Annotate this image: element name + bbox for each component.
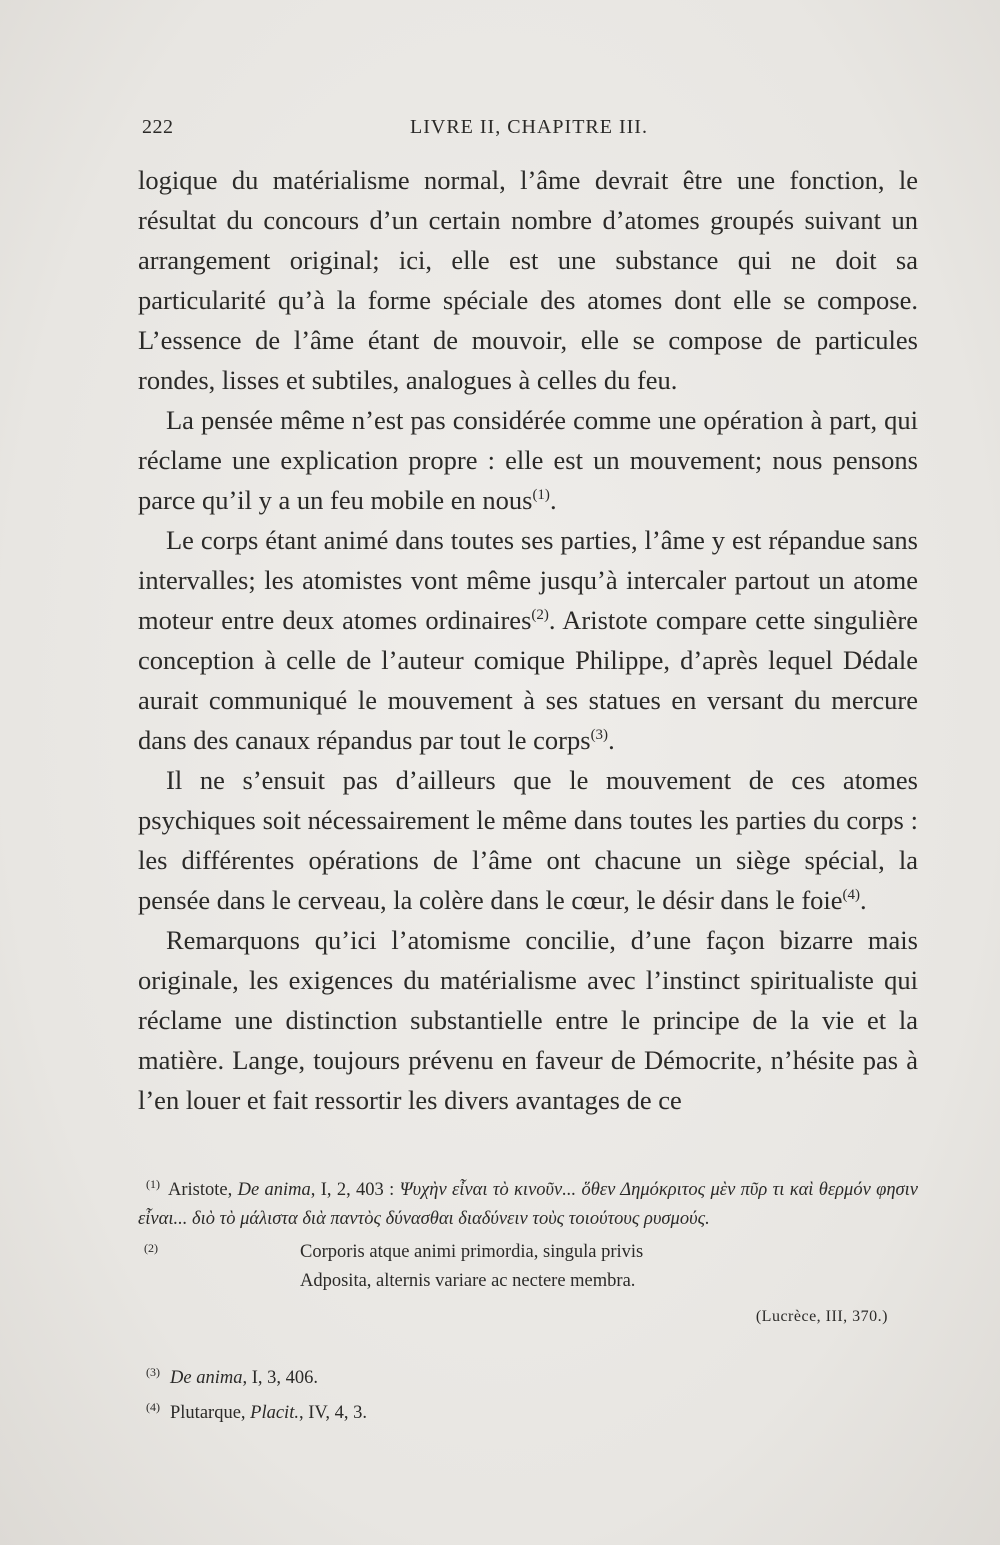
verse-source: (Lucrèce, III, 370.)	[755, 1308, 888, 1325]
footnote-ref[interactable]: (4)	[842, 887, 861, 903]
paragraph: Remarquons qu’ici l’atomisme concilie, d’une façon bizarre mais originale, les exigences du matérialisme avec l’instinct spiritualiste qui réclame une distinction substantielle entre le principe de la vie et la matière. Lange, toujours prévenu en faveur de Démocrite, n’hésite pas à l’en louer et fait ressortir les divers avantages de ce	[138, 925, 918, 1115]
footnote-1: $^{(1)}$ Aristote, De anima, I, 2, 403 : Ψυχὴν εἶναι τὸ κινοῦν... ὅθεν Δημόκριτος μὲν πῦρ τι καὶ θερμόν φησιν εἶναι... διὸ τὸ μάλιστα διὰ παντὸς δύνασθαι διαδύνειν τοὺς τοιούτους ρυσμούς.	[138, 1177, 919, 1229]
footnote-ref[interactable]: (1)	[532, 487, 550, 503]
footnote-number: (2)	[144, 1241, 158, 1255]
paragraph: logique du matérialisme normal, l’âme devrait être une fonction, le résultat du concours d’un certain nombre d’atomes groupés suivant un arrangement original; ici, elle est une substance qui ne doit sa particularité qu’à la forme spéciale des atomes dont elle se compose. L’essence de l’âme étant de mouvoir, elle se compose de particules rondes, lisses et subtiles, analogues à celles du feu.	[138, 165, 918, 395]
chapter-title: LIVRE II, CHAPITRE III.	[410, 116, 648, 138]
verse-line: Corporis atque animi primordia, singula privis	[300, 1242, 644, 1262]
footnote-number: (1)	[146, 1177, 160, 1191]
footnote-3: $^{(3)}$ De anima, I, 3, 406.	[146, 1365, 318, 1388]
paragraph: La pensée même n’est pas considérée comme une opération à part, qui réclame une explication propre : elle est un mouvement; nous pensons parce qu’il y a un feu mobile en nous$^{(1)}$.	[138, 405, 918, 515]
paragraph: Le corps étant animé dans toutes ses parties, l’âme y est répandue sans intervalles; les atomistes vont même jusqu’à intercaler partout un atome moteur entre deux atomes ordinaires$^{(2)}$. Aristote compare cette singulière conception à celle de l’auteur comique Philippe, d’après lequel Dédale aurait communiqué le mouvement à ses statues en versant du mercure dans des canaux répandus par tout le corps$^{(3)}$.	[138, 525, 918, 755]
greek-quotation: Ψυχὴν εἶναι τὸ κινοῦν... ὅθεν Δημόκριτος μὲν πῦρ τι καὶ θερμόν φησιν εἶναι... διὸ τὸ μάλιστα διὰ παντὸς δύνασθαι διαδύνειν τοὺς τοιούτους ρυσμούς.	[138, 1180, 919, 1229]
verse-line: Adposita, alternis variare ac nectere membra.	[300, 1271, 636, 1291]
page-number: 222	[142, 116, 174, 138]
footnote-ref[interactable]: (2)	[531, 607, 549, 623]
footnote-2	[138, 1234, 918, 1358]
running-head	[138, 112, 918, 148]
footnote-ref[interactable]: (3)	[590, 727, 609, 743]
footnote-number: (3)	[146, 1365, 160, 1379]
body-text	[138, 160, 918, 1120]
paragraph: Il ne s’ensuit pas d’ailleurs que le mouvement de ces atomes psychiques soit nécessairement le même dans toutes les parties du corps : les différentes opérations de l’âme ont chacune un siège spécial, la pensée dans le cerveau, la colère dans le cœur, le désir dans le foie$^{(4)}$.	[138, 765, 918, 915]
footnote-4: $^{(4)}$ Plutarque, Placit., IV, 4, 3.	[146, 1400, 367, 1423]
footnote-number: (4)	[146, 1400, 160, 1414]
footnotes	[138, 1170, 918, 1428]
